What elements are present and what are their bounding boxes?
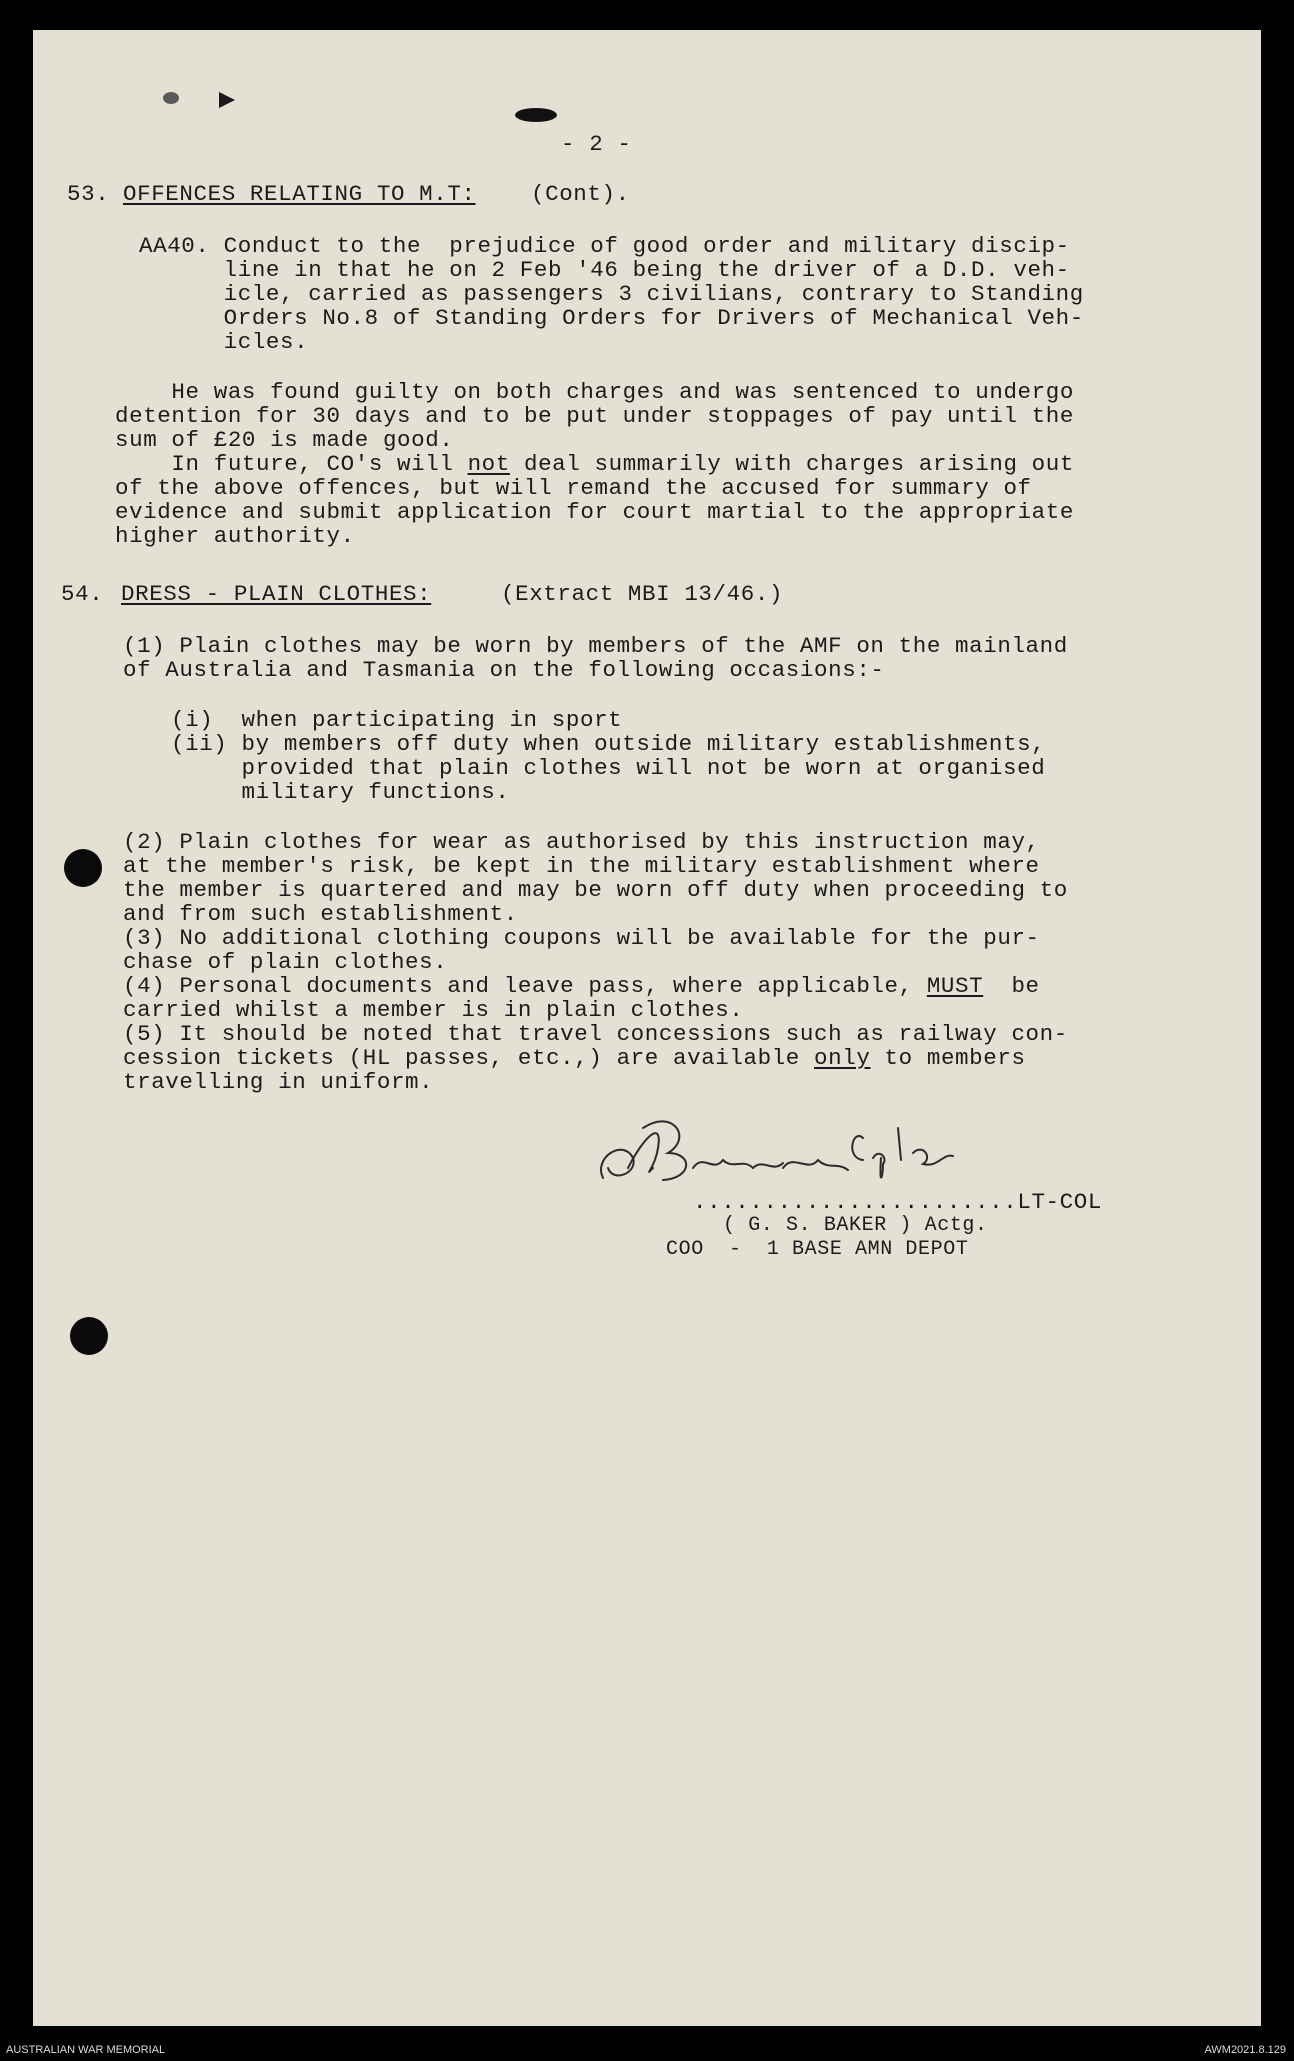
- paragraph-line: travelling in uniform.: [123, 1069, 434, 1095]
- charge-line: line in that he on 2 Feb '46 being the driver of a D.D. veh-: [139, 257, 1070, 283]
- signature-rank-line: .......................LT-COL: [693, 1189, 1102, 1215]
- finding-line: He was found guilty on both charges and was sentenced to undergo: [115, 379, 1074, 405]
- paragraph-line: carried whilst a member is in plain clothes.: [123, 997, 744, 1023]
- charge-line: Orders No.8 of Standing Orders for Drivers of Mechanical Veh-: [139, 305, 1084, 331]
- future-line: [115, 452, 1074, 476]
- finding-line: detention for 30 days and to be put under stoppages of pay until the: [115, 403, 1074, 429]
- section-53-heading: OFFENCES RELATING TO M.T:: [123, 181, 476, 207]
- paragraph-text: (4) Personal documents and leave pass, where applicable,: [123, 973, 927, 999]
- document-page: [33, 30, 1261, 2026]
- paragraph-line: the member is quartered and may be worn off duty when proceeding to: [123, 877, 1068, 903]
- paragraph-line: at the member's risk, be kept in the military establishment where: [123, 853, 1040, 879]
- section-53-number: 53.: [67, 181, 110, 207]
- paper-damage-mark: [219, 92, 235, 108]
- future-line: evidence and submit application for court martial to the appropriate: [115, 499, 1074, 525]
- paragraph-text: cession tickets (HL passes, etc.,) are available: [123, 1045, 815, 1071]
- emphasis-not: not: [467, 451, 510, 477]
- emphasis-only: only: [814, 1045, 871, 1071]
- emphasis-must: MUST: [926, 973, 984, 999]
- section-54-number: 54.: [61, 581, 104, 607]
- occasion-line: military functions.: [171, 779, 510, 805]
- paragraph-line: (2) Plain clothes for wear as authorised by this instruction may,: [123, 829, 1040, 855]
- finding-line: sum of £20 is made good.: [115, 427, 454, 453]
- occasion-line: (ii) by members off duty when outside military establishments,: [171, 731, 1046, 757]
- occasion-line: (i) when participating in sport: [171, 707, 623, 733]
- paragraph-line: [123, 974, 1040, 998]
- page-number: - 2 -: [561, 131, 632, 157]
- signatory-appointment: COO - 1 BASE AMN DEPOT: [666, 1238, 969, 1261]
- future-text: deal summarily with charges arising out: [509, 451, 1074, 477]
- section-54-heading: DRESS - PLAIN CLOTHES:: [121, 581, 432, 607]
- ink-stain: [515, 108, 557, 122]
- footer-archive-name: AUSTRALIAN WAR MEMORIAL: [6, 2044, 166, 2056]
- paragraph-line: of Australia and Tasmania on the following occasions:-: [123, 657, 885, 683]
- paragraph-line: chase of plain clothes.: [123, 949, 448, 975]
- paragraph-line: (1) Plain clothes may be worn by members of the AMF on the mainland: [123, 633, 1068, 659]
- future-line: higher authority.: [115, 523, 355, 549]
- paragraph-text: to members: [870, 1045, 1026, 1071]
- section-53-cont: (Cont).: [531, 181, 630, 207]
- paragraph-line: (3) No additional clothing coupons will be available for the pur-: [123, 925, 1040, 951]
- future-line: of the above offences, but will remand the accused for summary of: [115, 475, 1032, 501]
- signatory-name: ( G. S. BAKER ) Actg.: [723, 1214, 988, 1237]
- paragraph-line: [123, 1046, 1026, 1070]
- charge-line: icle, carried as passengers 3 civilians, contrary to Standing: [139, 281, 1084, 307]
- punch-hole: [70, 1317, 108, 1355]
- occasion-line: provided that plain clothes will not be worn at organised: [171, 755, 1046, 781]
- section-54-extract: (Extract MBI 13/46.): [501, 581, 784, 607]
- charge-line: icles.: [139, 329, 309, 355]
- paragraph-line: and from such establishment.: [123, 901, 518, 927]
- punch-hole: [64, 849, 102, 887]
- charge-line: AA40. Conduct to the prejudice of good order and military discip-: [139, 233, 1070, 259]
- future-text: In future, CO's will: [115, 451, 468, 477]
- paragraph-text: be: [983, 973, 1040, 999]
- footer-accession-number: AWM2021.8.129: [1204, 2044, 1286, 2056]
- ink-stain: [163, 92, 179, 104]
- paragraph-line: (5) It should be noted that travel concessions such as railway con-: [123, 1021, 1068, 1047]
